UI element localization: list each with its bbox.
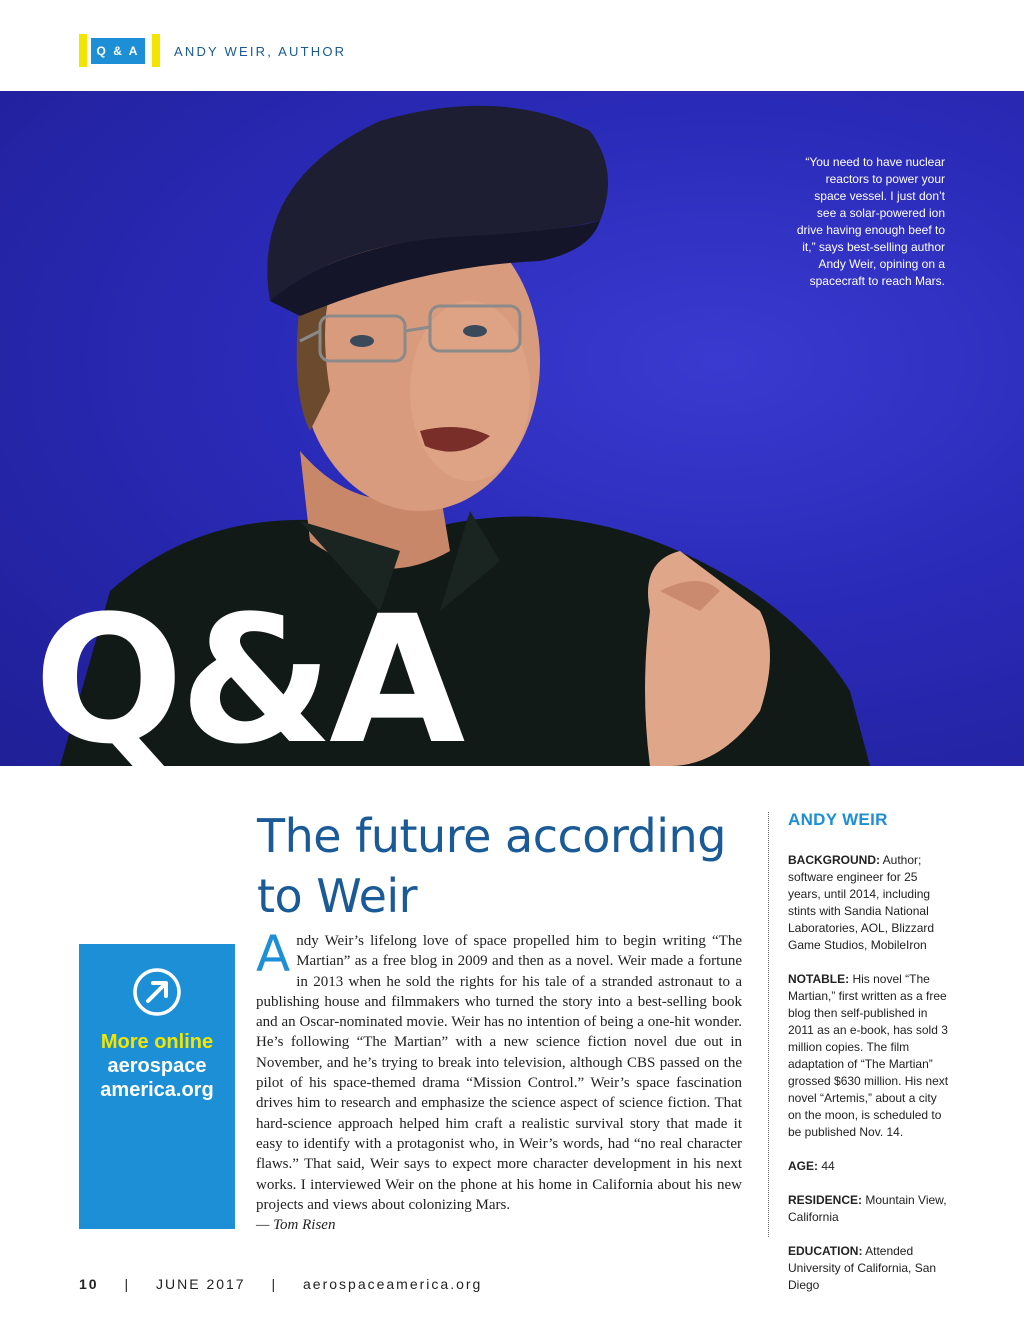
factbox-key: BACKGROUND: [788, 853, 880, 867]
header-title: ANDY WEIR, AUTHOR [174, 44, 347, 59]
header-bar-right [152, 34, 160, 67]
footer-separator: | [271, 1276, 278, 1292]
body-paragraph: ndy Weir’s lifelong love of space propelled him to begin writing “The Martian” as a free blog in 2009 and then as a novel. Weir made a fortune in 2013 when he sold the rights for his tale of a stranded astronaut to a publishing house and filmmakers who turned the story into a best-selling book and an Oscar-nominated movie. Weir has no intention of being a one-hit wonder. He’s following “The Martian” with a new science fiction novel due out in November, and he’s trying to break into television, although CBS passed on the pilot of his space-themed drama “Mission Control.” Weir’s space fascination drives him to research and emphasize the science aspect of science fiction. That hard-science approach helped him craft a realistic survival story that made it easy to identify with a protagonist who, in Weir’s words, had “no real character flaws.” That said, Weir says to expect more character development in his next works. I interviewed Weir on the phone at his home in California about his new projects and views about colonizing Mars. [256, 933, 742, 1213]
section-tag: Q & A [91, 38, 145, 64]
factbox-value: 44 [821, 1159, 835, 1173]
more-online-box[interactable] [79, 944, 235, 1229]
factbox-key: AGE: [788, 1159, 818, 1173]
photo-credit: NASA [928, 796, 938, 825]
site-url[interactable]: aerospaceamerica.org [303, 1276, 483, 1292]
header-bar-left [79, 34, 87, 67]
factbox-value: Attended University of California, San Diego [788, 1244, 937, 1292]
issue-date: JUNE 2017 [156, 1276, 246, 1292]
factbox-value: Mountain View, California [788, 1193, 947, 1224]
article-headline: The future according to Weir [257, 809, 726, 923]
factbox-age [788, 1158, 953, 1175]
more-online-url-line1[interactable]: aerospace [107, 1055, 207, 1077]
factbox-title: ANDY WEIR [788, 810, 888, 829]
author-factbox [788, 811, 953, 1311]
factbox-value: Author; software engineer for 25 years, until 2014, including stints with Sandia National Laboratories, AOL, Blizzard Game Studios, MobileIron [788, 853, 935, 952]
page-number: 10 [79, 1276, 99, 1292]
factbox-notable [788, 971, 953, 1141]
qa-display-title: Q&A [34, 578, 462, 783]
more-online-label: More online [100, 1031, 214, 1053]
more-online-url-line2[interactable]: america.org [100, 1079, 214, 1101]
factbox-residence [788, 1192, 953, 1226]
factbox-education [788, 1243, 953, 1294]
sidebar-divider [768, 812, 769, 1237]
pull-quote: “You need to have nuclear reactors to power your space vessel. I just don’t see a solar-powered ion drive having enough beef to it,” says best-selling author Andy Weir, opining on a spacecraft to reach Mars. [796, 155, 945, 288]
factbox-key: RESIDENCE: [788, 1193, 863, 1207]
factbox-key: NOTABLE: [788, 972, 850, 986]
arrow-up-right-circle-icon [131, 966, 183, 1018]
byline: — Tom Risen [256, 1217, 336, 1234]
page-footer [79, 1276, 482, 1292]
more-online-link[interactable] [79, 1054, 235, 1102]
factbox-value: His novel “The Martian,” first written as a free blog then self-published in 2011 as an e-book, has sold 3 million copies. The film adaptation of “The Martian” grossed $630 million. His next novel “Artemis,” about a city on the moon, is scheduled to be published Nov. 14. [788, 972, 949, 1139]
factbox-background [788, 852, 953, 954]
footer-separator: | [124, 1276, 131, 1292]
factbox-key: EDUCATION: [788, 1244, 863, 1258]
drop-cap: A [256, 925, 291, 983]
article-body [256, 925, 742, 1235]
